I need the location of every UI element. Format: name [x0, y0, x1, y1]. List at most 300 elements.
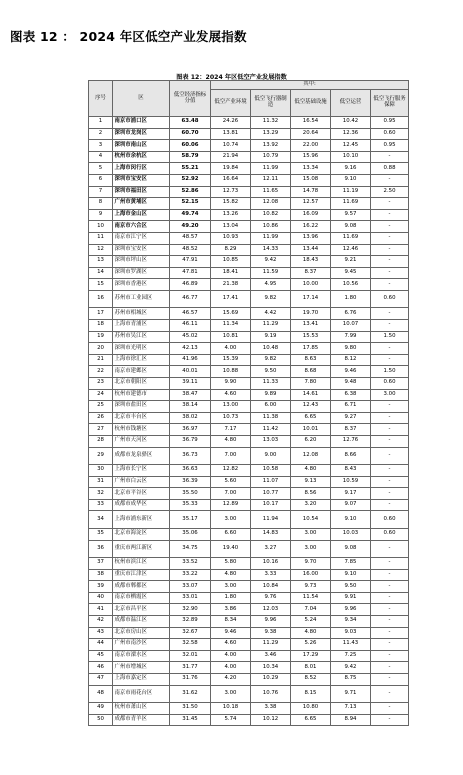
row-region: 成都市温江区: [113, 615, 170, 627]
row-service: -: [371, 714, 409, 726]
row-region: 杭州市钱塘区: [113, 424, 170, 436]
row-ops: 11.69: [331, 232, 371, 244]
row-region: 北京市丰台区: [113, 412, 170, 424]
row-infra: 12.57: [291, 198, 331, 210]
row-index: 39.11: [170, 377, 211, 389]
row-region: 南京市浦口区: [113, 117, 170, 129]
row-env: 4.80: [211, 435, 251, 447]
row-service: 3.00: [371, 389, 409, 401]
row-env: 3.86: [211, 604, 251, 616]
table-row: [89, 366, 409, 378]
row-seq: 25: [89, 401, 113, 413]
row-aircraft: 14.83: [251, 528, 291, 540]
row-service: 0.88: [371, 163, 409, 175]
table-row: [89, 186, 409, 198]
row-ops: 6.71: [331, 401, 371, 413]
row-index: 36.79: [170, 435, 211, 447]
row-infra: 14.61: [291, 389, 331, 401]
row-infra: 12.43: [291, 401, 331, 413]
row-infra: 15.53: [291, 331, 331, 343]
table-row: [89, 639, 409, 651]
row-aircraft: 12.08: [251, 198, 291, 210]
row-seq: 23: [89, 377, 113, 389]
row-region: 北京市海淀区: [113, 528, 170, 540]
row-service: -: [371, 569, 409, 581]
row-ops: 11.69: [331, 198, 371, 210]
row-region: 上海市徐汇区: [113, 354, 170, 366]
row-infra: 8.01: [291, 662, 331, 674]
row-index: 32.90: [170, 604, 211, 616]
header-index: 低空经济指标分值: [170, 81, 211, 117]
row-aircraft: 11.94: [251, 511, 291, 529]
table-caption: 图表 12：2024 年区低空产业发展指数: [176, 74, 287, 81]
row-env: 17.41: [211, 290, 251, 308]
row-seq: 22: [89, 366, 113, 378]
row-index: 47.81: [170, 267, 211, 279]
row-service: -: [371, 267, 409, 279]
row-infra: 16.09: [291, 209, 331, 221]
row-ops: 9.42: [331, 662, 371, 674]
table-row: [89, 209, 409, 221]
row-index: 35.17: [170, 511, 211, 529]
row-ops: 10.59: [331, 476, 371, 488]
row-ops: 11.43: [331, 639, 371, 651]
table-row: [89, 488, 409, 500]
row-infra: 10.80: [291, 703, 331, 715]
row-ops: 9.71: [331, 685, 371, 703]
row-index: 35.33: [170, 499, 211, 511]
row-service: -: [371, 592, 409, 604]
row-aircraft: 12.03: [251, 604, 291, 616]
row-seq: 19: [89, 331, 113, 343]
row-index: 48.57: [170, 232, 211, 244]
row-aircraft: 11.29: [251, 639, 291, 651]
row-aircraft: 9.82: [251, 290, 291, 308]
row-index: 63.48: [170, 117, 211, 129]
row-ops: 9.34: [331, 615, 371, 627]
row-ops: 7.25: [331, 650, 371, 662]
row-service: -: [371, 244, 409, 256]
row-index: 33.07: [170, 581, 211, 593]
row-aircraft: 9.19: [251, 331, 291, 343]
row-env: 21.38: [211, 279, 251, 291]
row-infra: 10.01: [291, 424, 331, 436]
row-index: 33.52: [170, 558, 211, 570]
row-aircraft: 13.92: [251, 140, 291, 152]
row-ops: 9.17: [331, 488, 371, 500]
row-service: -: [371, 424, 409, 436]
row-ops: 11.19: [331, 186, 371, 198]
row-ops: 9.08: [331, 540, 371, 558]
row-region: 南京市六合区: [113, 221, 170, 233]
row-aircraft: 10.17: [251, 499, 291, 511]
table-row: [89, 424, 409, 436]
table-row: [89, 354, 409, 366]
table-row: [89, 221, 409, 233]
table-row: [89, 232, 409, 244]
row-index: 33.01: [170, 592, 211, 604]
row-seq: 44: [89, 639, 113, 651]
row-env: 4.60: [211, 639, 251, 651]
row-aircraft: 10.86: [251, 221, 291, 233]
row-region: 上海市金山区: [113, 209, 170, 221]
row-env: 3.00: [211, 685, 251, 703]
row-index: 31.76: [170, 673, 211, 685]
row-ops: 9.10: [331, 511, 371, 529]
row-service: -: [371, 558, 409, 570]
row-ops: 9.21: [331, 256, 371, 268]
row-region: 广州市南沙区: [113, 639, 170, 651]
row-infra: 6.65: [291, 412, 331, 424]
row-index: 38.14: [170, 401, 211, 413]
row-aircraft: 11.33: [251, 377, 291, 389]
row-region: 成都市郫都区: [113, 581, 170, 593]
row-infra: 6.20: [291, 435, 331, 447]
row-env: 9.46: [211, 627, 251, 639]
row-ops: 12.76: [331, 435, 371, 447]
row-infra: 10.00: [291, 279, 331, 291]
row-index: 55.21: [170, 163, 211, 175]
row-ops: 9.80: [331, 343, 371, 355]
row-aircraft: 9.38: [251, 627, 291, 639]
row-infra: 9.73: [291, 581, 331, 593]
row-index: 52.15: [170, 198, 211, 210]
row-ops: 8.37: [331, 424, 371, 436]
row-service: -: [371, 447, 409, 465]
row-aircraft: 10.76: [251, 685, 291, 703]
row-seq: 37: [89, 558, 113, 570]
row-index: 32.58: [170, 639, 211, 651]
row-aircraft: 11.42: [251, 424, 291, 436]
row-region: 南京市溧水区: [113, 650, 170, 662]
row-env: 18.41: [211, 267, 251, 279]
row-ops: 9.96: [331, 604, 371, 616]
row-ops: 8.94: [331, 714, 371, 726]
table-row: [89, 703, 409, 715]
row-env: 7.00: [211, 447, 251, 465]
row-infra: 16.00: [291, 569, 331, 581]
table-row: [89, 615, 409, 627]
table-row: [89, 256, 409, 268]
row-env: 10.74: [211, 140, 251, 152]
row-aircraft: 3.38: [251, 703, 291, 715]
row-aircraft: 12.11: [251, 174, 291, 186]
row-seq: 16: [89, 290, 113, 308]
row-ops: 7.85: [331, 558, 371, 570]
row-infra: 16.22: [291, 221, 331, 233]
row-env: 10.81: [211, 331, 251, 343]
row-index: 41.96: [170, 354, 211, 366]
row-index: 49.74: [170, 209, 211, 221]
row-infra: 4.80: [291, 465, 331, 477]
row-infra: 17.85: [291, 343, 331, 355]
row-infra: 19.70: [291, 308, 331, 320]
row-env: 10.18: [211, 703, 251, 715]
row-aircraft: 10.58: [251, 465, 291, 477]
table-row: [89, 174, 409, 186]
table-row: [89, 377, 409, 389]
row-aircraft: 10.79: [251, 151, 291, 163]
row-aircraft: 3.27: [251, 540, 291, 558]
row-aircraft: 13.03: [251, 435, 291, 447]
table-row: [89, 279, 409, 291]
row-env: 4.60: [211, 389, 251, 401]
row-service: -: [371, 604, 409, 616]
row-aircraft: 6.00: [251, 401, 291, 413]
table-row: [89, 528, 409, 540]
row-env: 5.80: [211, 558, 251, 570]
row-region: 深圳市宝安区: [113, 244, 170, 256]
row-service: -: [371, 221, 409, 233]
row-env: 12.73: [211, 186, 251, 198]
row-aircraft: 11.99: [251, 232, 291, 244]
row-ops: 9.46: [331, 366, 371, 378]
row-region: 广州市天河区: [113, 435, 170, 447]
row-seq: 46: [89, 662, 113, 674]
row-ops: 10.42: [331, 117, 371, 129]
row-index: 46.89: [170, 279, 211, 291]
row-index: 58.79: [170, 151, 211, 163]
row-infra: 20.64: [291, 128, 331, 140]
row-infra: 13.41: [291, 320, 331, 332]
row-index: 46.57: [170, 308, 211, 320]
table-row: [89, 401, 409, 413]
row-service: 0.60: [371, 528, 409, 540]
row-seq: 11: [89, 232, 113, 244]
row-service: -: [371, 499, 409, 511]
row-index: 32.67: [170, 627, 211, 639]
row-aircraft: 11.99: [251, 163, 291, 175]
row-service: 1.50: [371, 331, 409, 343]
row-region: 深圳市盐田区: [113, 401, 170, 413]
row-aircraft: 11.65: [251, 186, 291, 198]
row-index: 45.02: [170, 331, 211, 343]
table-row: [89, 389, 409, 401]
row-infra: 8.52: [291, 673, 331, 685]
row-seq: 2: [89, 128, 113, 140]
row-env: 15.39: [211, 354, 251, 366]
row-region: 杭州市萧山区: [113, 703, 170, 715]
table-row: [89, 511, 409, 529]
table-row: [89, 499, 409, 511]
row-index: 38.47: [170, 389, 211, 401]
row-ops: 9.07: [331, 499, 371, 511]
row-index: 35.50: [170, 488, 211, 500]
row-env: 4.00: [211, 343, 251, 355]
row-seq: 31: [89, 476, 113, 488]
row-seq: 4: [89, 151, 113, 163]
row-infra: 14.78: [291, 186, 331, 198]
row-index: 36.39: [170, 476, 211, 488]
row-seq: 47: [89, 673, 113, 685]
row-seq: 29: [89, 447, 113, 465]
row-service: -: [371, 412, 409, 424]
row-service: -: [371, 685, 409, 703]
row-service: -: [371, 540, 409, 558]
row-infra: 7.04: [291, 604, 331, 616]
row-aircraft: 10.77: [251, 488, 291, 500]
table-row: [89, 435, 409, 447]
row-service: -: [371, 650, 409, 662]
table-row: [89, 331, 409, 343]
row-infra: 8.56: [291, 488, 331, 500]
row-index: 36.63: [170, 465, 211, 477]
row-index: 33.22: [170, 569, 211, 581]
row-env: 4.00: [211, 662, 251, 674]
row-region: 深圳市福田区: [113, 186, 170, 198]
row-service: -: [371, 401, 409, 413]
row-env: 19.40: [211, 540, 251, 558]
row-index: 34.75: [170, 540, 211, 558]
row-index: 31.50: [170, 703, 211, 715]
row-env: 4.80: [211, 569, 251, 581]
header-aircraft: 低空飞行器制造: [251, 90, 291, 117]
row-index: 52.92: [170, 174, 211, 186]
row-index: 46.11: [170, 320, 211, 332]
row-infra: 17.14: [291, 290, 331, 308]
row-service: 0.60: [371, 377, 409, 389]
row-seq: 21: [89, 354, 113, 366]
row-ops: 9.50: [331, 581, 371, 593]
row-ops: 9.08: [331, 221, 371, 233]
row-ops: 10.03: [331, 528, 371, 540]
header-group: 其中:: [211, 81, 409, 90]
row-infra: 3.20: [291, 499, 331, 511]
row-index: 60.06: [170, 140, 211, 152]
row-seq: 35: [89, 528, 113, 540]
row-region: 北京市房山区: [113, 627, 170, 639]
row-env: 10.73: [211, 412, 251, 424]
row-seq: 8: [89, 198, 113, 210]
row-index: 42.13: [170, 343, 211, 355]
row-service: -: [371, 308, 409, 320]
row-region: 上海市青浦区: [113, 320, 170, 332]
row-seq: 18: [89, 320, 113, 332]
row-env: 10.88: [211, 366, 251, 378]
row-env: 12.82: [211, 465, 251, 477]
row-region: 广州市白云区: [113, 476, 170, 488]
row-aircraft: 10.29: [251, 673, 291, 685]
row-service: -: [371, 673, 409, 685]
table-row: [89, 244, 409, 256]
row-index: 47.91: [170, 256, 211, 268]
row-seq: 13: [89, 256, 113, 268]
row-region: 上海市闵行区: [113, 163, 170, 175]
row-seq: 40: [89, 592, 113, 604]
row-region: 广州市增城区: [113, 662, 170, 674]
row-service: -: [371, 232, 409, 244]
row-infra: 4.80: [291, 627, 331, 639]
row-seq: 3: [89, 140, 113, 152]
row-region: 南京市江宁区: [113, 232, 170, 244]
row-infra: 18.43: [291, 256, 331, 268]
row-env: 13.81: [211, 128, 251, 140]
row-index: 49.20: [170, 221, 211, 233]
row-infra: 22.00: [291, 140, 331, 152]
row-index: 31.45: [170, 714, 211, 726]
row-infra: 7.80: [291, 377, 331, 389]
row-index: 60.70: [170, 128, 211, 140]
header-infra: 低空基础设施: [291, 90, 331, 117]
row-service: -: [371, 488, 409, 500]
row-ops: 9.16: [331, 163, 371, 175]
row-seq: 32: [89, 488, 113, 500]
row-env: 12.89: [211, 499, 251, 511]
row-aircraft: 9.76: [251, 592, 291, 604]
row-infra: 8.37: [291, 267, 331, 279]
row-service: -: [371, 354, 409, 366]
row-seq: 14: [89, 267, 113, 279]
row-region: 深圳市光明区: [113, 343, 170, 355]
table-body: [89, 117, 409, 726]
row-ops: 10.56: [331, 279, 371, 291]
header-region: 区: [113, 81, 170, 117]
row-region: 深圳市坪山区: [113, 256, 170, 268]
table-row: [89, 320, 409, 332]
row-ops: 6.76: [331, 308, 371, 320]
row-ops: 9.10: [331, 569, 371, 581]
row-env: 16.64: [211, 174, 251, 186]
row-aircraft: 9.50: [251, 366, 291, 378]
row-env: 6.60: [211, 528, 251, 540]
row-service: -: [371, 256, 409, 268]
row-env: 10.85: [211, 256, 251, 268]
row-region: 深圳市龙岗区: [113, 128, 170, 140]
row-service: -: [371, 209, 409, 221]
row-aircraft: 10.48: [251, 343, 291, 355]
row-env: 15.69: [211, 308, 251, 320]
row-service: -: [371, 703, 409, 715]
row-index: 38.02: [170, 412, 211, 424]
row-seq: 36: [89, 540, 113, 558]
row-ops: 9.57: [331, 209, 371, 221]
row-service: 0.95: [371, 117, 409, 129]
table-row: [89, 163, 409, 175]
row-aircraft: 9.82: [251, 354, 291, 366]
row-region: 苏州市相城区: [113, 308, 170, 320]
table-row: [89, 604, 409, 616]
row-env: 13.00: [211, 401, 251, 413]
row-aircraft: 3.46: [251, 650, 291, 662]
row-env: 4.00: [211, 650, 251, 662]
row-infra: 5.24: [291, 615, 331, 627]
row-infra: 15.08: [291, 174, 331, 186]
table-row: [89, 198, 409, 210]
row-aircraft: 10.12: [251, 714, 291, 726]
row-infra: 8.15: [291, 685, 331, 703]
row-seq: 10: [89, 221, 113, 233]
row-infra: 15.96: [291, 151, 331, 163]
row-env: 11.34: [211, 320, 251, 332]
row-region: 北京市昌平区: [113, 604, 170, 616]
row-ops: 6.38: [331, 389, 371, 401]
row-region: 重庆市两江新区: [113, 540, 170, 558]
table-row: [89, 308, 409, 320]
table-row: [89, 673, 409, 685]
header-service: 低空飞行服务保障: [371, 90, 409, 117]
row-service: -: [371, 320, 409, 332]
row-aircraft: 11.07: [251, 476, 291, 488]
row-ops: 7.13: [331, 703, 371, 715]
row-region: 南京市建邺区: [113, 366, 170, 378]
row-region: 上海市浦东新区: [113, 511, 170, 529]
row-service: 0.60: [371, 511, 409, 529]
row-region: 南京市雨花台区: [113, 685, 170, 703]
table-row: [89, 476, 409, 488]
row-region: 上海市长宁区: [113, 465, 170, 477]
row-region: 杭州市余杭区: [113, 151, 170, 163]
row-infra: 16.54: [291, 117, 331, 129]
